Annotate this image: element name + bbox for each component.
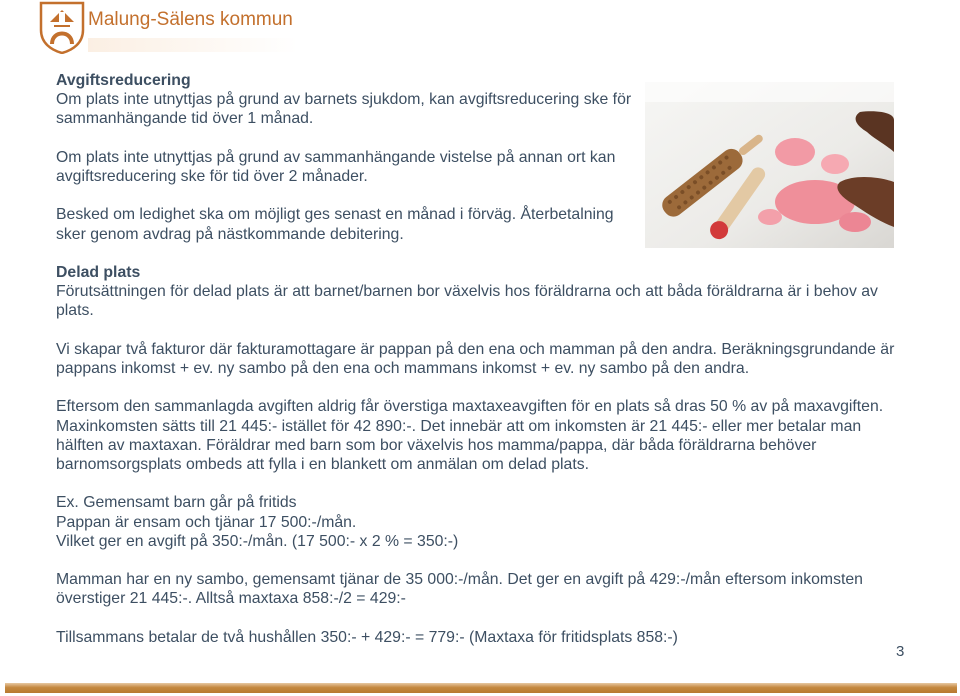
example-line-3: Vilket ger en avgift på 350:-/mån. (17 500:- x 2 % = 350:-)	[56, 532, 459, 550]
shared-paragraph-2: Vi skapar två fakturor där fakturamottagare är pappan på den ena och mamman på den andra. Beräkningsgrundande är pappans inkomst + ev. ny sambo på den ena och mammans inkomst + ev. ny sambo på den andra.	[56, 340, 895, 377]
shared-paragraph-1: Förutsättningen för delad plats är att barnet/barnen bor växelvis hos föräldrarna och att båda föräldrarna är i behov av plats.	[56, 283, 878, 320]
shared-heading: Delad plats	[56, 263, 141, 281]
municipality-logo	[38, 0, 308, 56]
playdough-photo	[645, 82, 894, 248]
example-line-1: Ex. Gemensamt barn går på fritids	[56, 494, 297, 512]
shared-paragraph-3: Eftersom den sammanlagda avgiften aldrig får överstiga maxtaxeavgiften för en plats så dras 50 % av på maxavgiften. Maxinkomsten sätts till 21 445:- istället för 42 890:-. Det innebär att om inkomsten är 21 445:- eller mer betalar man hälften av maxtaxan. Föräldrar med barn som bor växelvis hos mamma/pappa, där båda föräldrarna behöver barnomsorgsplats ombeds att fylla i en blankett om anmälan om delad plats.	[56, 398, 884, 473]
reduction-paragraph-3: Besked om ledighet ska om möjligt ges senast en månad i förväg. Återbetalning sker genom avdrag på nästkommande debitering.	[56, 206, 614, 243]
example-block	[56, 493, 896, 551]
reduction-paragraph-1: Om plats inte utnyttjas på grund av barnets sjukdom, kan avgiftsreducering ske för sammanhängande tid över 1 månad.	[56, 91, 632, 128]
reduction-paragraph-2: Om plats inte utnyttjas på grund av sammanhängande vistelse på annan ort kan avgiftsreducering ske för tid över 2 månader.	[56, 148, 616, 185]
logo-underline	[88, 38, 298, 52]
coat-of-arms-icon	[38, 0, 86, 54]
footer-bar	[5, 683, 957, 693]
reduction-heading: Avgiftsreducering	[56, 72, 191, 89]
shared-intro	[56, 263, 896, 321]
reduction-intro	[56, 71, 641, 129]
page-number: 3	[896, 643, 905, 660]
example-line-2: Pappan är ensam och tjänar 17 500:-/mån.	[56, 513, 357, 531]
example-mother-paragraph: Mamman har en ny sambo, gemensamt tjänar de 35 000:-/mån. Det ger en avgift på 429:-/mån eftersom inkomsten överstiger 21 445:-. Alltså maxtaxa 858:-/2 = 429:-	[56, 571, 863, 608]
example-total-paragraph: Tillsammans betalar de två hushållen 350:- + 429:- = 779:- (Maxtaxa för fritidsplats 858:-)	[56, 628, 678, 646]
logo-text: Malung-Sälens kommun	[88, 9, 293, 30]
